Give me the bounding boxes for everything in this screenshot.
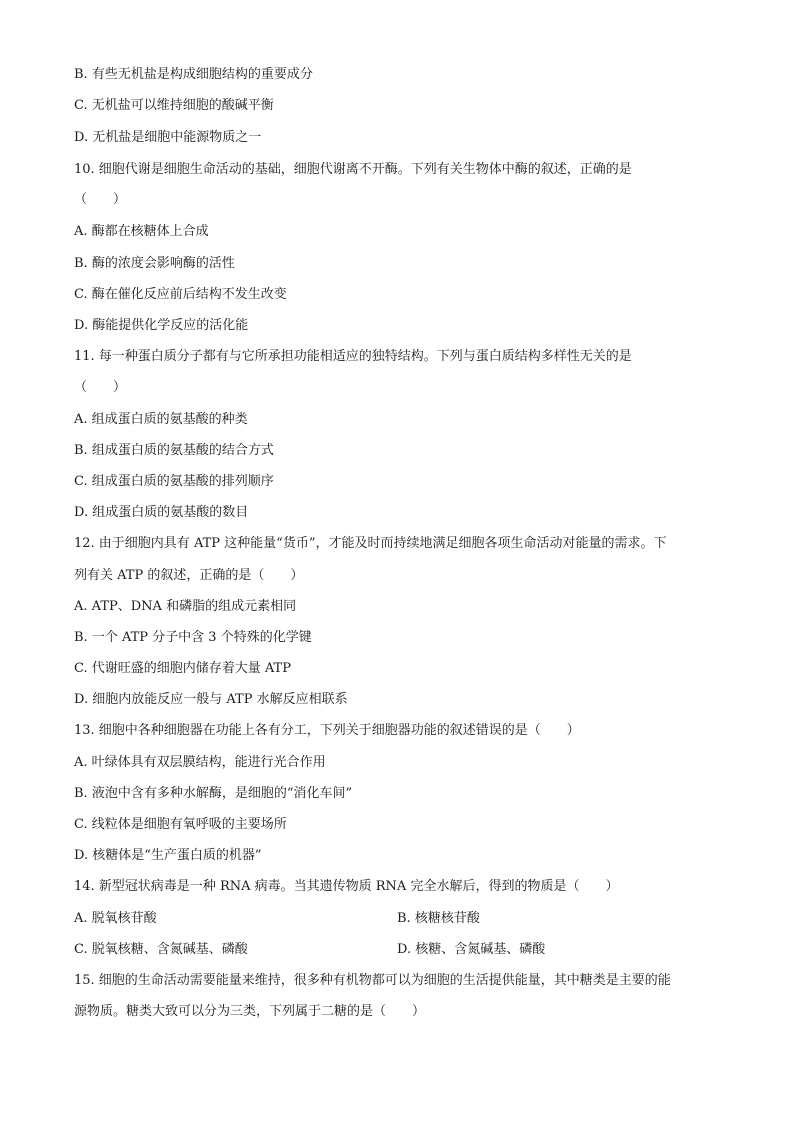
q13-option-a: A. 叶绿体具有双层膜结构，能进行光合作用 <box>74 755 326 770</box>
q9-option-b: B. 有些无机盐是构成细胞结构的重要成分 <box>74 67 313 82</box>
q15-stem-line1: 15. 细胞的生命活动需要能量来维持，很多种有机物都可以为细胞的生活提供能量，其中糖类是主要的能 <box>74 973 671 988</box>
q12-stem-line1: 12. 由于细胞内具有 ATP 这种能量“货币”，才能及时而持续地满足细胞各项生命活动对能量的需求。下 <box>74 536 667 551</box>
q10-stem-line1: 10. 细胞代谢是细胞生命活动的基础，细胞代谢离不开酶。下列有关生物体中酶的叙述，正确的是 <box>74 162 632 177</box>
q14-option-c: C. 脱氧核糖、含氮碱基、磷酸 <box>74 942 248 957</box>
q13-option-d: D. 核糖体是“生产蛋白质的机器” <box>74 848 262 863</box>
q12-stem-line2: 列有关 ATP 的叙述，正确的是（ ） <box>74 568 304 583</box>
q9-option-c: C. 无机盐可以维持细胞的酸碱平衡 <box>74 98 274 113</box>
q13-option-c: C. 线粒体是细胞有氧呼吸的主要场所 <box>74 817 287 832</box>
q10-stem-line2: （ ） <box>74 192 127 207</box>
q11-stem-line2: （ ） <box>74 380 127 395</box>
q15-stem-line2: 源物质。糖类大致可以分为三类，下列属于二糖的是（ ） <box>74 1004 426 1019</box>
q12-option-a: A. ATP、DNA 和磷脂的组成元素相同 <box>74 599 297 614</box>
q14-option-a: A. 脱氧核苷酸 <box>74 911 157 926</box>
q11-stem-line1: 11. 每一种蛋白质分子都有与它所承担功能相适应的独特结构。下列与蛋白质结构多样性无关的是 <box>74 349 632 364</box>
q12-option-b: B. 一个 ATP 分子中含 3 个特殊的化学键 <box>74 630 312 645</box>
q14-option-b: B. 核糖核苷酸 <box>397 911 480 926</box>
q12-option-c: C. 代谢旺盛的细胞内储存着大量 ATP <box>74 661 291 676</box>
q11-option-a: A. 组成蛋白质的氨基酸的种类 <box>74 412 248 427</box>
q11-option-c: C. 组成蛋白质的氨基酸的排列顺序 <box>74 474 274 489</box>
q13-option-b: B. 液泡中含有多种水解酶，是细胞的“消化车间” <box>74 786 353 801</box>
q9-option-d: D. 无机盐是细胞中能源物质之一 <box>74 130 262 145</box>
q11-option-d: D. 组成蛋白质的氨基酸的数目 <box>74 505 249 520</box>
q12-option-d: D. 细胞内放能反应一般与 ATP 水解反应相联系 <box>74 692 348 707</box>
q14-stem-line1: 14. 新型冠状病毒是一种 RNA 病毒。当其遗传物质 RNA 完全水解后，得到的物质是（ ） <box>74 879 619 894</box>
q10-option-a: A. 酶都在核糖体上合成 <box>74 224 209 239</box>
q10-option-d: D. 酶能提供化学反应的活化能 <box>74 318 249 333</box>
q10-option-b: B. 酶的浓度会影响酶的活性 <box>74 256 235 271</box>
q11-option-b: B. 组成蛋白质的氨基酸的结合方式 <box>74 443 274 458</box>
q10-option-c: C. 酶在催化反应前后结构不发生改变 <box>74 287 287 302</box>
q14-option-d: D. 核糖、含氮碱基、磷酸 <box>397 942 546 957</box>
q13-stem-line1: 13. 细胞中各种细胞器在功能上各有分工，下列关于细胞器功能的叙述错误的是（ ） <box>74 723 580 738</box>
